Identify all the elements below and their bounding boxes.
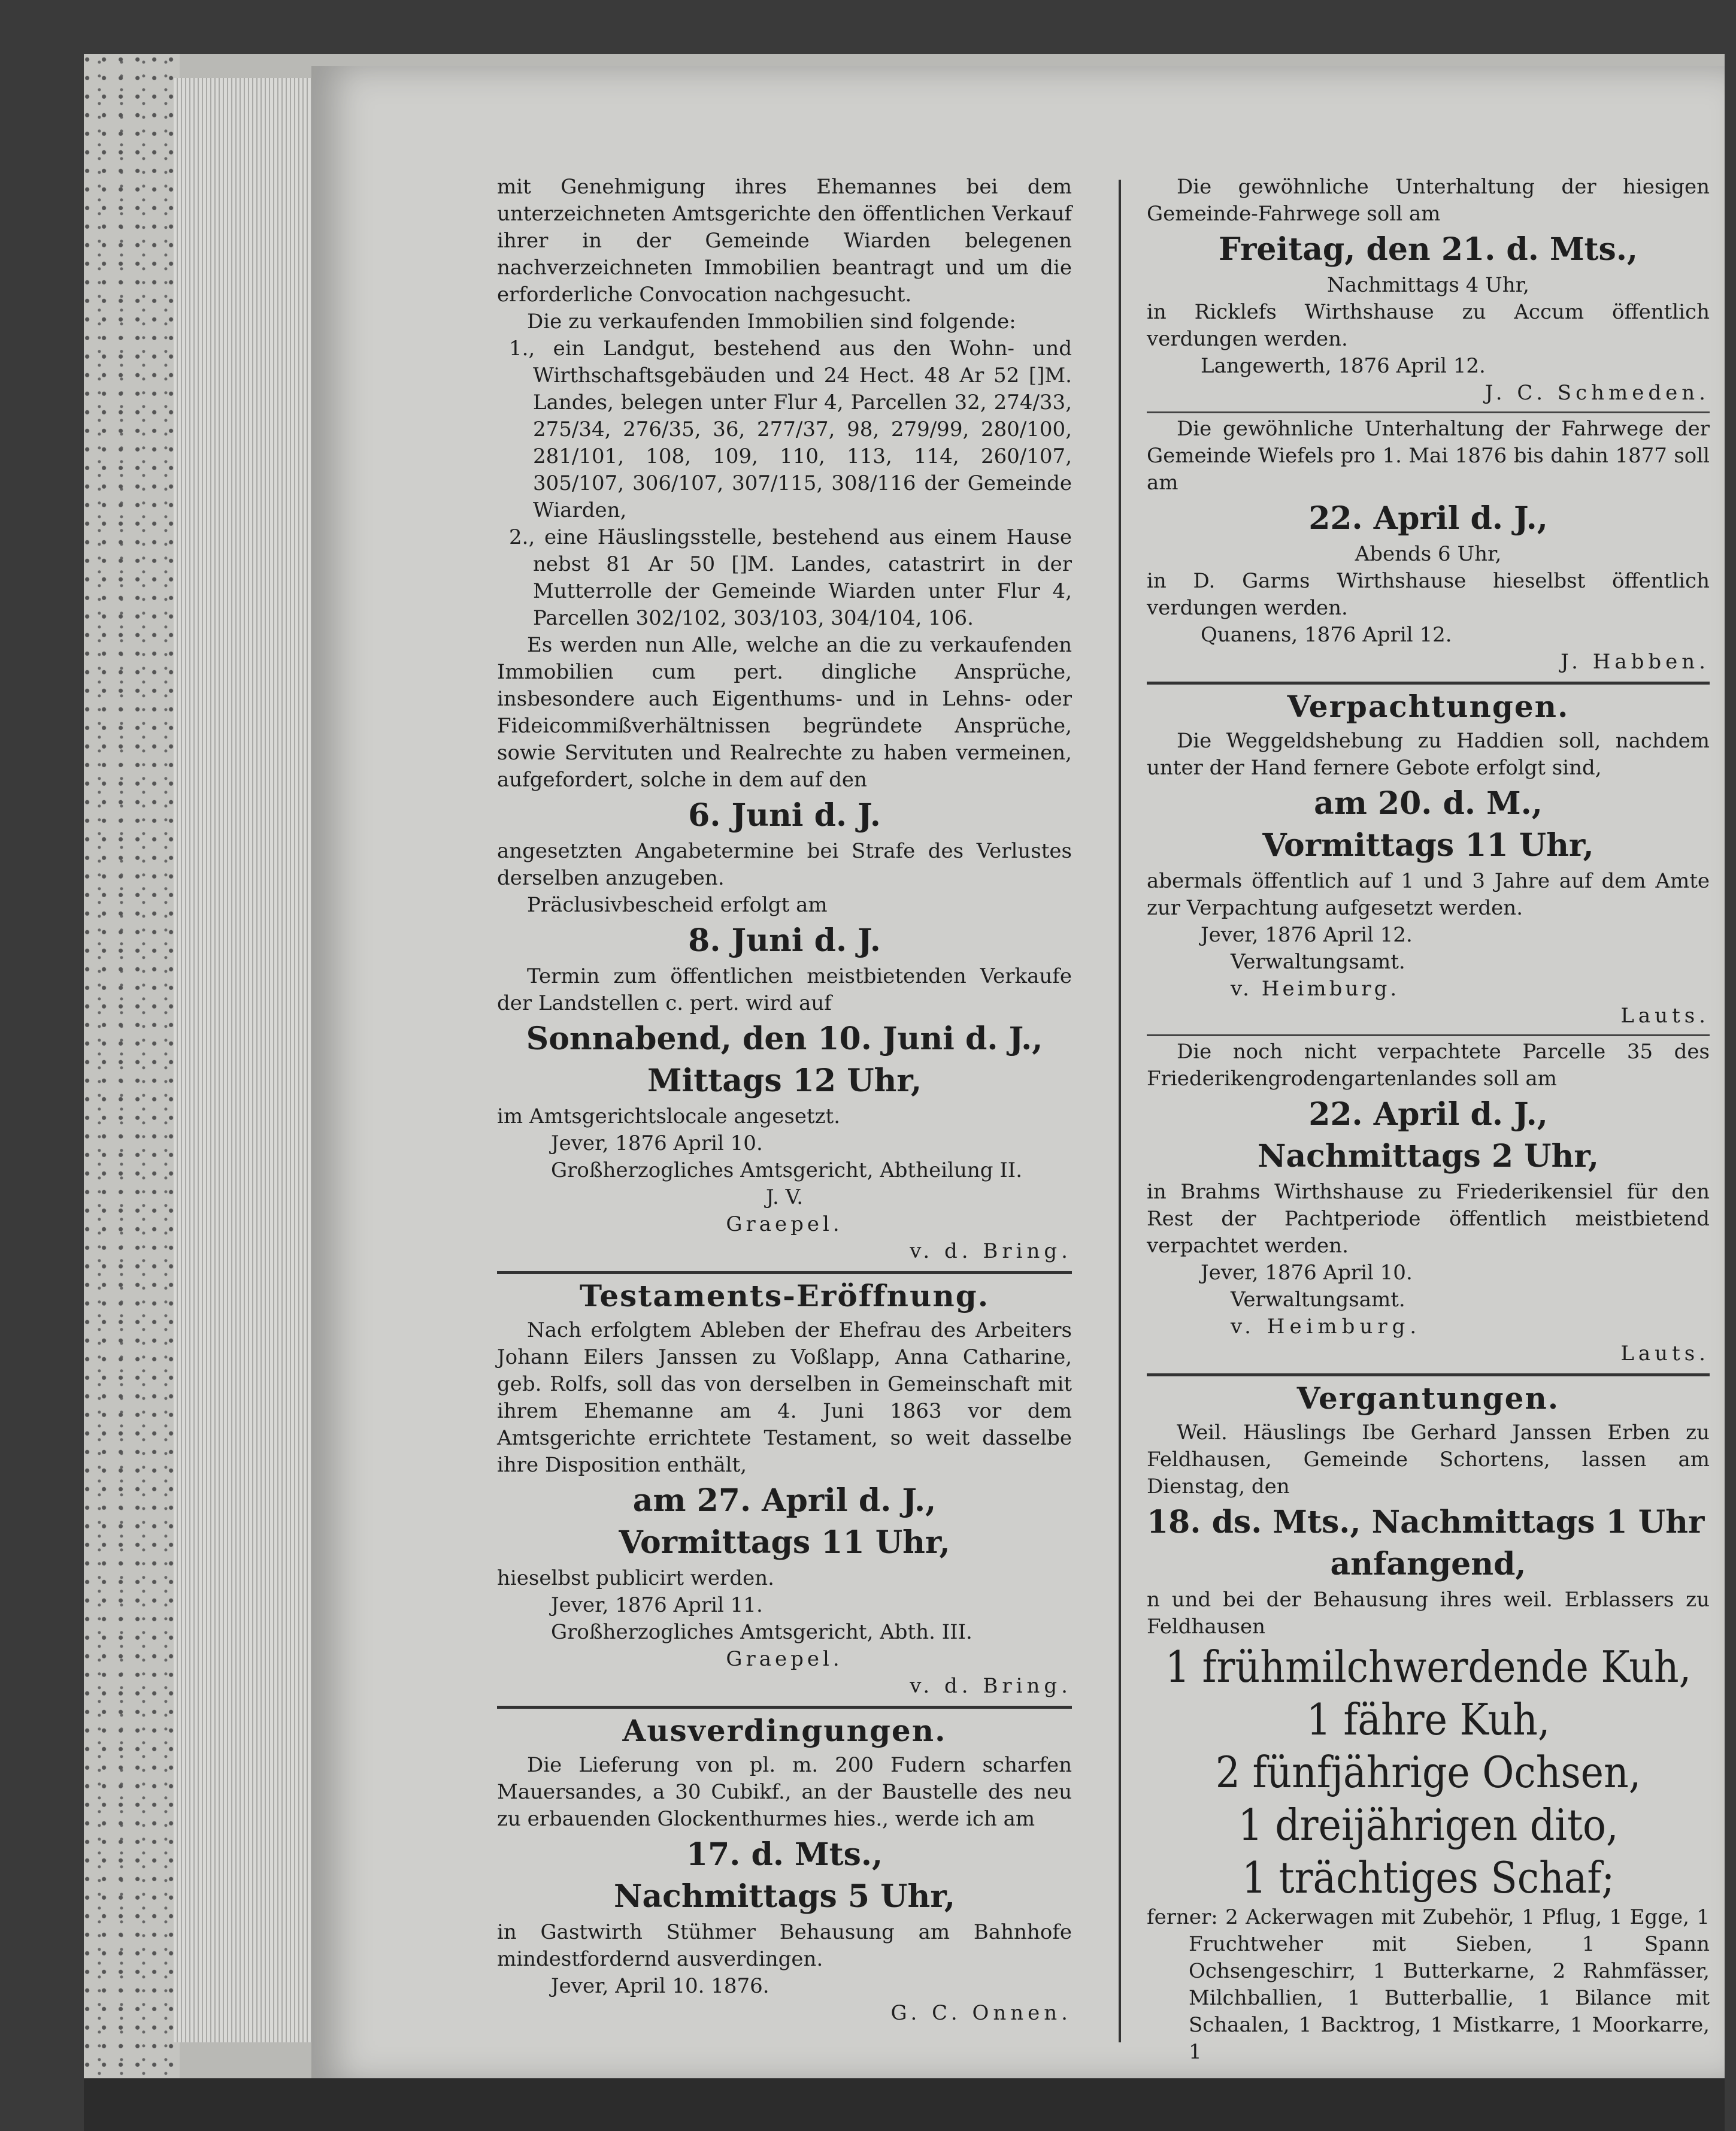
time-heading: Nachmittags 2 Uhr, bbox=[1257, 1138, 1599, 1175]
notice-parcelle bbox=[1147, 1039, 1710, 1367]
notice-text: Präclusivbescheid erfolgt am bbox=[527, 893, 828, 917]
place-date: Jever, 1876 April 10. bbox=[1201, 1261, 1413, 1285]
issuer-iv: J. V. bbox=[765, 1185, 804, 1209]
time-heading: Mittags 12 Uhr, bbox=[647, 1063, 922, 1099]
date-heading: 22. April d. J., bbox=[1308, 1096, 1548, 1133]
notice-text: in Ricklefs Wirthshause zu Accum öffentlich verdungen werden. bbox=[1147, 300, 1710, 351]
livestock-item: 2 fünfjährige Ochsen, bbox=[1215, 1747, 1641, 1797]
livestock-item: 1 trächtiges Schaf; bbox=[1241, 1852, 1615, 1903]
section-rule bbox=[1147, 1034, 1710, 1036]
notice-text: Die noch nicht verpachtete Parcelle 35 des Friederikengrodengartenlandes soll am bbox=[1147, 1040, 1710, 1091]
signature: v. d. Bring. bbox=[910, 1674, 1072, 1698]
notice-fahrwege-wiefels bbox=[1147, 416, 1710, 676]
notice-text: abermals öffentlich auf 1 und 3 Jahre auf dem Amte zur Verpachtung aufgesetzt werden. bbox=[1147, 869, 1710, 920]
notice-text: Die Weggeldshebung zu Haddien soll, nachdem unter der Hand fernere Gebote erfolgt sind, bbox=[1147, 729, 1710, 780]
signature: Lauts. bbox=[1620, 1342, 1710, 1366]
issuer: Verwaltungsamt. bbox=[1231, 950, 1405, 974]
time-heading: anfangend, bbox=[1330, 1546, 1526, 1582]
right-column bbox=[1147, 174, 1710, 2066]
livestock-item: 1 dreijährigen dito, bbox=[1238, 1800, 1619, 1850]
date-heading: 6. Juni d. J. bbox=[688, 797, 881, 834]
notice-text: in D. Garms Wirthshause hieselbst öffentlich verdungen werden. bbox=[1147, 569, 1710, 620]
notice-testament bbox=[497, 1278, 1072, 1700]
time-heading: Nachmittags 5 Uhr, bbox=[613, 1878, 956, 1915]
signature: Lauts. bbox=[1620, 1004, 1710, 1028]
date-heading: 17. d. Mts., bbox=[686, 1836, 883, 1873]
notice-land-sale bbox=[497, 174, 1072, 1265]
time-heading: Vormittags 11 Uhr, bbox=[1262, 827, 1594, 864]
date-heading: 18. ds. Mts., Nachmittags 1 Uhr bbox=[1147, 1504, 1705, 1540]
date-heading: Sonnabend, den 10. Juni d. J., bbox=[526, 1021, 1043, 1057]
notice-text: im Amtsgerichtslocale angesetzt. bbox=[497, 1104, 841, 1128]
property-item-1: 1., ein Landgut, bestehend aus den Wohn- und Wirthschaftsgebäuden und 24 Hect. 48 Ar 52 []M. Landes, belegen unter Flur 4, Parcellen 32, 274/33, 275/34, 276/35, 36, 277/37, 98, 279/99, 280/100, 281/101, 108, 109, 110, 113, 114, 260/107, 305/107, 306/107, 307/115, 308/116 der Gemeinde Wiarden, bbox=[509, 337, 1072, 522]
time-line: Nachmittags 4 Uhr, bbox=[1326, 273, 1529, 297]
date-heading: Freitag, den 21. d. Mts., bbox=[1218, 231, 1638, 268]
place-date: Quanens, 1876 April 12. bbox=[1201, 623, 1452, 647]
notice-call: Es werden nun Alle, welche an die zu verkaufenden Immobilien cum pert. dingliche Ansprüche, insbesondere auch Eigenthums- und in Lehns- oder Fideicommißverhältnissen begründete Ansprüche, sowie Servituten und Realrechte zu haben vermeinen, aufgefordert, solche in dem auf den bbox=[497, 633, 1072, 792]
issuer-name: v. Heimburg. bbox=[1231, 1315, 1422, 1339]
left-column bbox=[497, 174, 1072, 2027]
notice-text: n und bei der Behausung ihres weil. Erblassers zu Feldhausen bbox=[1147, 1588, 1710, 1639]
signature: J. Habben. bbox=[1561, 650, 1710, 674]
date-heading: am 20. d. M., bbox=[1314, 785, 1543, 822]
notice-lead: Die zu verkaufenden Immobilien sind folgende: bbox=[527, 310, 1016, 334]
signature: J. C. Schmeden. bbox=[1484, 381, 1710, 405]
place-date: Jever, 1876 April 12. bbox=[1201, 923, 1413, 947]
notice-text: Die Lieferung von pl. m. 200 Fudern scharfen Mauersandes, a 30 Cubikf., an der Baustelle des neu zu erbauenden Glockenthurmes hies., werde ich am bbox=[497, 1753, 1072, 1831]
notice-ausverdingungen bbox=[497, 1712, 1072, 2027]
section-rule bbox=[1147, 1373, 1710, 1376]
place-date: Jever, April 10. 1876. bbox=[551, 1974, 769, 1998]
background-shadow bbox=[84, 2078, 1725, 2131]
column-divider bbox=[1119, 180, 1121, 2042]
place-date: Jever, 1876 April 10. bbox=[551, 1131, 763, 1155]
notice-text: Nach erfolgtem Ableben der Ehefrau des Arbeiters Johann Eilers Janssen zu Voßlapp, Anna Catharine, geb. Rolfs, soll das von derselben in Gemeinschaft mit ihrem Ehemanne am 4. Juni 1863 vor dem Amtsgerichte errichtete Testament, so weit dasselbe ihre Disposition enthält, bbox=[497, 1318, 1072, 1477]
equipment-list: ferner: 2 Ackerwagen mit Zubehör, 1 Pflug, 1 Egge, 1 Fruchtweher mit Sieben, 1 Spann Ochsengeschirr, 1 Butterkarne, 2 Rahmfässer, Milchballien, 1 Butterballie, 1 Bilance mit Schaalen, 1 Backtrog, 1 Mistkarre, 1 Moorkarre, 1 bbox=[1147, 1905, 1710, 2064]
time-heading: Vormittags 11 Uhr, bbox=[619, 1524, 950, 1561]
notice-text: Die gewöhnliche Unterhaltung der hiesigen Gemeinde-Fahrwege soll am bbox=[1147, 175, 1710, 226]
book-edge-speckle bbox=[84, 54, 180, 2084]
section-rule bbox=[497, 1271, 1072, 1274]
notice-intro: mit Genehmigung ihres Ehemannes bei dem unterzeichneten Amtsgerichte den öffentlichen Verkauf ihrer in der Gemeinde Wiarden belegenen nachverzeichneten Immobilien beantragt und um die erforderliche Convocation nachgesucht. bbox=[497, 175, 1072, 307]
date-heading: am 27. April d. J., bbox=[632, 1482, 937, 1519]
place-date: Jever, 1876 April 11. bbox=[551, 1593, 763, 1617]
section-rule bbox=[1147, 411, 1710, 413]
issuer-name: Graepel. bbox=[726, 1647, 843, 1671]
date-heading: 8. Juni d. J. bbox=[688, 922, 881, 959]
notice-text: Weil. Häuslings Ibe Gerhard Janssen Erben zu Feldhausen, Gemeinde Schortens, lassen am Dienstag, den bbox=[1147, 1421, 1710, 1499]
page-stack-edges bbox=[174, 78, 317, 2042]
issuer: Großherzogliches Amtsgericht, Abtheilung II. bbox=[551, 1158, 1022, 1182]
notice-text: in Brahms Wirthshause zu Friederikensiel für den Rest der Pachtperiode öffentlich meistbietend verpachtet werden. bbox=[1147, 1180, 1710, 1258]
issuer: Verwaltungsamt. bbox=[1231, 1288, 1405, 1312]
notice-vergantungen bbox=[1147, 1380, 1710, 2066]
place-date: Langewerth, 1876 April 12. bbox=[1201, 354, 1486, 378]
section-rule bbox=[1147, 682, 1710, 685]
livestock-item: 1 fähre Kuh, bbox=[1306, 1694, 1550, 1745]
property-item-2: 2., eine Häuslingsstelle, bestehend aus einem Hause nebst 81 Ar 50 []M. Landes, catastrirt in der Mutterrolle der Gemeinde Wiarden unter Flur 4, Parcellen 302/102, 303/103, 304/104, 106. bbox=[509, 525, 1072, 630]
time-line: Abends 6 Uhr, bbox=[1355, 542, 1502, 566]
date-heading: 22. April d. J., bbox=[1308, 500, 1548, 537]
notice-text: in Gastwirth Stühmer Behausung am Bahnhofe mindestfordernd ausverdingen. bbox=[497, 1920, 1072, 1971]
section-rule bbox=[497, 1706, 1072, 1709]
signature: v. d. Bring. bbox=[910, 1239, 1072, 1263]
section-heading: Verpachtungen. bbox=[1287, 689, 1570, 724]
section-heading: Testaments-Eröffnung. bbox=[579, 1278, 990, 1313]
livestock-item: 1 frühmilchwerdende Kuh, bbox=[1165, 1642, 1692, 1692]
notice-text: angesetzten Angabetermine bei Strafe des Verlustes derselben anzugeben. bbox=[497, 839, 1072, 890]
notice-text: Die gewöhnliche Unterhaltung der Fahrwege der Gemeinde Wiefels pro 1. Mai 1876 bis dahin 1877 soll am bbox=[1147, 417, 1710, 495]
notice-text: Termin zum öffentlichen meistbietenden Verkaufe der Landstellen c. pert. wird auf bbox=[497, 964, 1072, 1015]
notice-verpachtungen bbox=[1147, 688, 1710, 1030]
issuer: Großherzogliches Amtsgericht, Abth. III. bbox=[551, 1620, 972, 1644]
signature: G. C. Onnen. bbox=[890, 2001, 1072, 2025]
notice-text: hieselbst publicirt werden. bbox=[497, 1566, 774, 1590]
issuer-name: Graepel. bbox=[726, 1212, 843, 1236]
section-heading: Ausverdingungen. bbox=[622, 1713, 947, 1748]
section-heading: Vergantungen. bbox=[1296, 1381, 1560, 1416]
issuer-name: v. Heimburg. bbox=[1231, 977, 1400, 1001]
notice-fahrwege-accum bbox=[1147, 174, 1710, 407]
